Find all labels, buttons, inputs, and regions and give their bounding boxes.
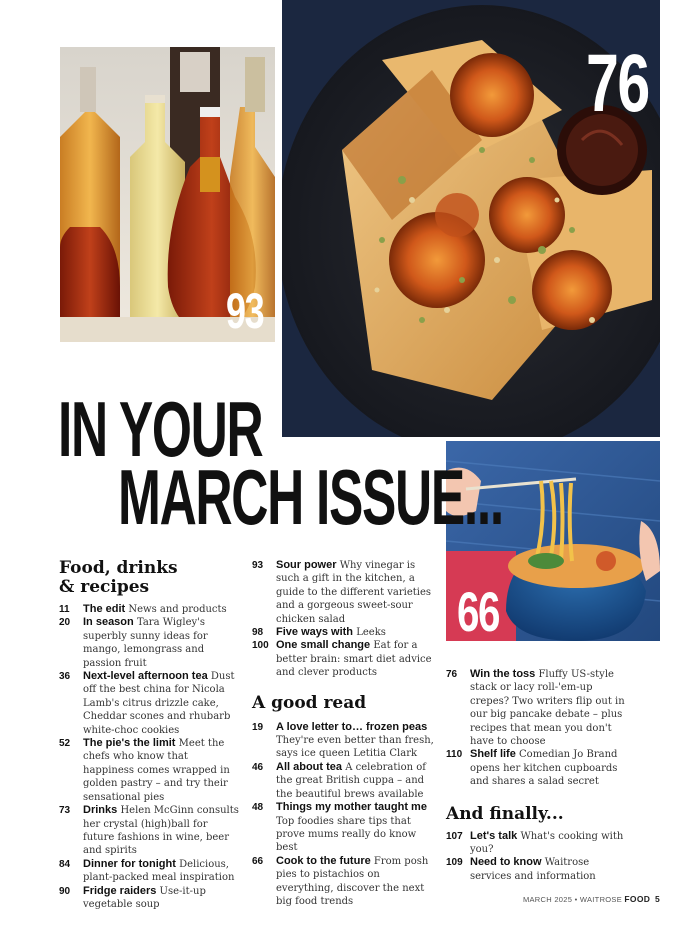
entry-desc: Dust off the best china for Nicola Lamb's citrus drizzle cake, Cheddar scones and rhubarb white-choc cookies [83, 671, 235, 736]
entry-title: Cook to the future [276, 854, 371, 867]
contents-entry[interactable] [59, 804, 239, 858]
entry-desc: Meet the chefs who know that happiness comes wrapped in golden pastry – and try their sensational pies [83, 738, 230, 803]
entry-page: 98 [252, 627, 264, 639]
contents-entry[interactable] [59, 616, 239, 670]
entry-title: Next-level afternoon tea [83, 670, 208, 683]
entry-title: Let's talk [470, 829, 518, 842]
contents-column-1 [59, 559, 239, 911]
entry-title: Need to know [470, 856, 542, 869]
entry-desc: Waitrose services and information [470, 857, 596, 882]
contents-entry[interactable] [252, 761, 435, 801]
entry-title: One small change [276, 639, 371, 652]
entry-page: 36 [59, 671, 71, 683]
entry-page: 19 [252, 721, 264, 733]
entry-title: Fridge raiders [83, 884, 157, 897]
contents-entry[interactable] [59, 603, 239, 616]
entry-desc: A celebration of the great British cuppa – and the beautiful brews available [276, 761, 426, 800]
contents-column-2 [252, 559, 435, 908]
contents-entry[interactable] [59, 885, 239, 912]
contents-entry[interactable] [252, 801, 435, 855]
entry-desc: Helen McGinn consults her crystal (high)ball for future fashions in wine, beer and spirits [83, 805, 239, 857]
entry-title: The pie's the limit [83, 737, 176, 750]
contents-entry[interactable] [446, 748, 626, 788]
footer-brand: FOOD [624, 894, 651, 904]
contents-entry[interactable] [59, 670, 239, 737]
entry-desc: Use-it-up vegetable soup [83, 885, 206, 910]
entry-title: Drinks [83, 804, 118, 817]
headline-line-1: IN YOUR [58, 385, 263, 473]
page-number-66: 66 [457, 580, 499, 643]
entry-title: The edit [83, 603, 126, 615]
entry-desc: Top foodies share tips that prove mums really do know best [276, 815, 417, 854]
entry-title: A love letter to… frozen peas [276, 720, 428, 733]
section-title-food [59, 559, 239, 597]
contents-entry[interactable] [252, 559, 435, 626]
contents-column-3 [446, 668, 626, 883]
entry-desc: News and products [128, 604, 227, 615]
footer-page-number: 5 [654, 894, 660, 904]
entry-title: Five ways with [276, 626, 354, 639]
entry-page: 110 [446, 749, 463, 761]
entry-page: 93 [252, 560, 264, 571]
entry-title: Dinner for tonight [83, 857, 176, 870]
section-title-line: & recipes [59, 577, 150, 597]
contents-entry[interactable] [252, 639, 435, 679]
entry-page: 109 [446, 857, 463, 869]
entry-desc: Fluffy US-style stack or lacy roll-'em-up crepes? Two writers flip out in our big pancake debate – plus recipes that mean you don't have to choose [470, 669, 625, 748]
contents-entry[interactable] [252, 721, 435, 761]
section-title-line: Food, drinks [59, 558, 178, 578]
entry-page: 48 [252, 802, 264, 814]
entry-title: All about tea [276, 760, 343, 773]
entry-page: 46 [252, 761, 264, 773]
entry-desc: Tara Wigley's superbly sunny ideas for mango, lemongrass and passion fruit [83, 617, 208, 669]
entry-page: 107 [446, 830, 463, 842]
entry-page: 20 [59, 617, 71, 629]
entry-desc: Comedian Jo Brand opens her kitchen cupboards and shares a salad secret [470, 749, 618, 788]
entry-page: 66 [252, 855, 264, 867]
page-number-76: 76 [586, 38, 649, 129]
entry-title: Sour power [276, 559, 337, 571]
page-footer [523, 894, 660, 904]
contents-entry[interactable] [59, 858, 239, 885]
contents-entry[interactable] [59, 737, 239, 804]
entry-desc: They're even better than fresh, says ice queen Letitia Clark [276, 735, 434, 760]
entry-title: Things my mother taught me [276, 801, 427, 814]
entry-desc: Delicious, plant-packed meal inspiration [83, 858, 235, 884]
entry-page: 52 [59, 738, 71, 750]
section-title-read: A good read [252, 692, 367, 713]
entry-page: 84 [59, 858, 71, 870]
entry-desc: From posh pies to pistachios on everything, discover the next big food trends [276, 855, 429, 907]
entry-desc: Leeks [356, 627, 386, 639]
page-number-93: 93 [226, 283, 264, 339]
section-title-finally: And finally... [446, 803, 564, 824]
contents-entry[interactable] [252, 626, 435, 639]
contents-entry[interactable] [446, 856, 626, 883]
headline-line-2: MARCH ISSUE... [118, 453, 503, 541]
contents-entry[interactable] [446, 830, 626, 857]
entry-title: Shelf life [470, 748, 516, 761]
entry-page: 76 [446, 669, 458, 680]
footer-issue: MARCH 2025 • WAITROSE [522, 895, 623, 904]
entry-page: 100 [252, 640, 269, 652]
entry-title: In season [83, 616, 134, 629]
entry-page: 11 [59, 604, 70, 615]
entry-page: 73 [59, 805, 71, 817]
contents-entry[interactable] [252, 855, 435, 909]
entry-page: 90 [59, 885, 71, 897]
entry-desc: Eat for a better brain: smart diet advice and clever products [276, 640, 432, 679]
entry-desc: Why vinegar is such a gift in the kitchen, a guide to the different varieties and a gorgeous sweet-sour chicken salad [276, 560, 432, 625]
entry-desc: What's cooking with you? [470, 830, 624, 856]
entry-title: Win the toss [470, 668, 536, 680]
contents-entry[interactable] [446, 668, 626, 748]
